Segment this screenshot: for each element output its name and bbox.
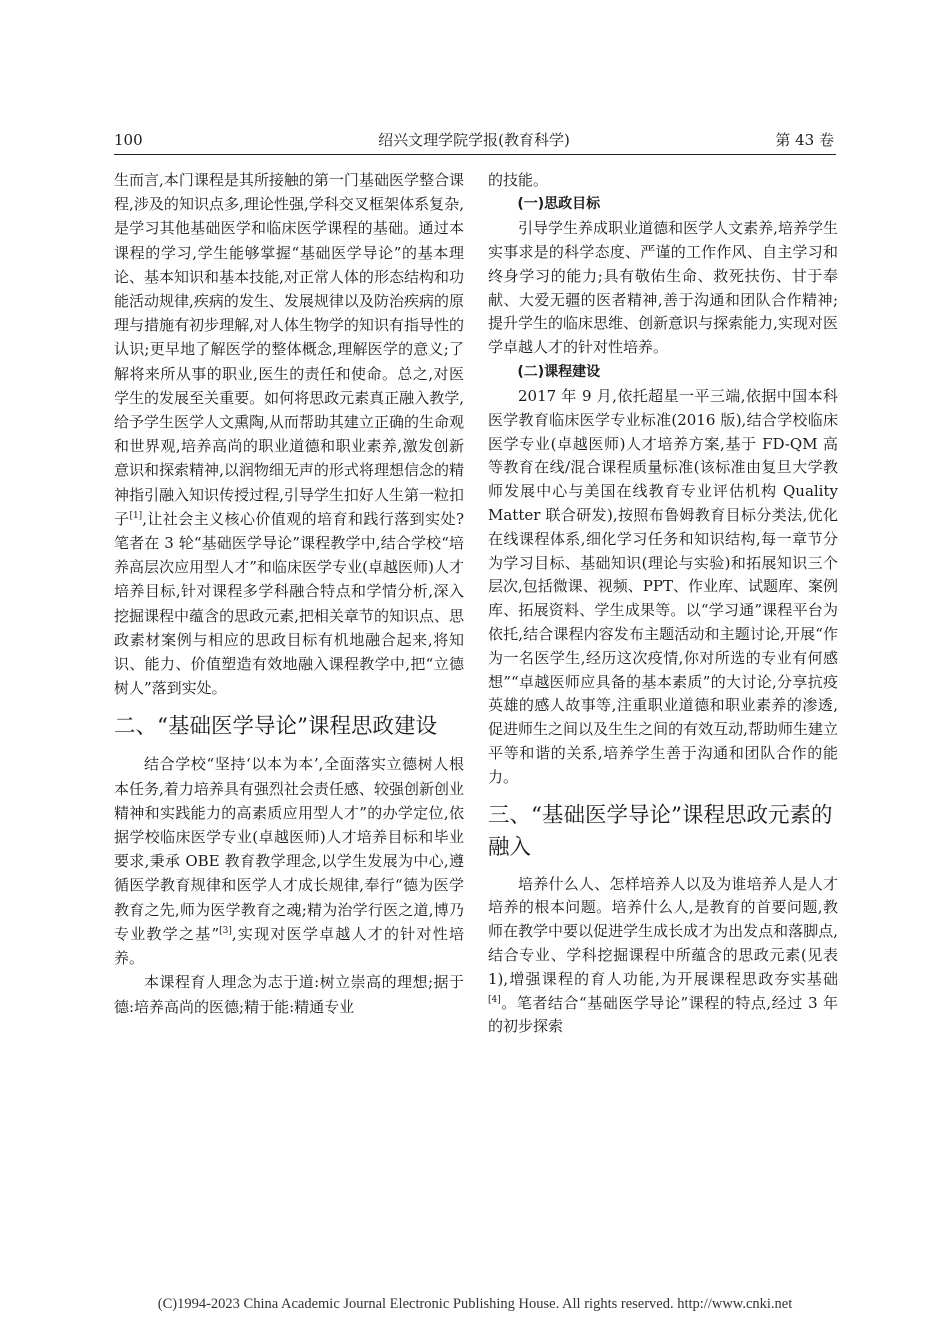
citation-ref[interactable]: [4]: [488, 994, 501, 1005]
volume-label: 第 43 卷: [775, 131, 834, 149]
section-heading: 二、“基础医学导论”课程思政建设: [114, 714, 437, 740]
paragraph-text: ,让社会主义核心价值观的培育和践行落到实处?笔者在 3 轮“基础医学导论”课程教学中,结合学校“培养高层次应用型人才”和临床医学专业(卓越医师)人才培养目标,针对课程多学科融合特点和学情分析,深入挖掘课程中蕴含的思政元素,把相关章节的知识点、思政素材案例与相应的思政目标有机地融合起来,将知识、能力、价值塑造有效地融入课程教学中,把“立德树人”落到实处。: [114, 509, 464, 698]
paragraph-text: 培养什么人、怎样培养人以及为谁培养人是人才培养的根本问题。培养什么人,是教育的首要问题,教师在教学中要以促进学生成长成才为出发点和落脚点,结合专业、学科挖掘课程中所蕴含的思政元素(见表 1),增强课程的育人功能,为开展课程思政夯实基础: [488, 874, 838, 988]
subsection-heading: (二)课程建设: [517, 363, 601, 380]
paragraph: 2017 年 9 月,依托超星一平三端,依据中国本科医学教育临床医学专业标准(2016 版),结合学校临床医学专业(卓越医师)人才培养方案,基于 FD-QM 高等教育在线/混合课程质量标准(该标准由复旦大学教师发展中心与美国在线教育专业评估机构 Quality Matter 联合研发),按照布鲁姆教育目标分类法,优化在线课程体系,细化学习任务和知识结构,每一章节分为学习目标、基础知识(理论与实验)和拓展知识三个层次,包括微课、视频、PPT、作业库、试题库、案例库、拓展资料、学生成果等。以“学习通”课程平台为依托,结合课程内容发布主题活动和主题讨论,开展“作为一名医学生,经历这次疫情,你对所选的专业有何感想”“卓越医师应具备的基本素质”的大讨论,分享抗疫英雄的感人故事等,注重职业道德和职业素养的渗透,促进师生之间以及生生之间的有效互动,帮助师生建立平等和谐的关系,培养学生善于沟通和团队合作的能力。: [488, 386, 838, 786]
paragraph: [488, 873, 838, 1040]
copyright-footer: (C)1994-2023 China Academic Journal Electronic Publishing House. All rights reserved. http://www.cnki.net: [157, 1296, 793, 1312]
running-header: [114, 129, 834, 155]
paragraph: 引导学生养成职业道德和医学人文素养,培养学生实事求是的科学态度、严谨的工作作风、自主学习和终身学习的能力;具有敬佑生命、救死扶伤、甘于奉献、大爱无疆的医者精神,善于沟通和团队合作精神;提升学生的临床思维、创新意识与探索能力,实现对医学卓越人才的针对性培养。: [488, 219, 838, 357]
citation-ref[interactable]: [3]: [219, 925, 232, 936]
paragraph: 本课程育人理念为志于道:树立崇高的理想;据于德:培养高尚的医德;精于能:精通专业: [114, 973, 464, 1016]
right-column: [488, 168, 838, 1039]
paragraph-text: ,实现对医学卓越人才的针对性培养。: [114, 924, 464, 968]
citation-ref[interactable]: [1]: [129, 510, 143, 521]
header-rule: [114, 154, 836, 155]
paragraph: [114, 752, 464, 970]
paragraph: 的技能。: [488, 171, 549, 189]
section-heading: 三、“基础医学导论”课程思政元素的融入: [488, 802, 833, 860]
paragraph-text: 结合学校“坚持‘以本为本’,全面落实立德树人根本任务,着力培养具有强烈社会责任感、较强创新创业精神和实践能力的高素质应用型人才”的办学定位,依据学校临床医学专业(卓越医师)人才培养目标和毕业要求,秉承 OBE 教育教学理念,以学生发展为中心,遵循医学教育规律和医学人才成长规律,奉行“德为医学教育之先,师为医学教育之魂;精为治学行医之道,博乃专业教学之基”: [114, 755, 464, 943]
paragraph-text: 生而言,本门课程是其所接触的第一门基础医学整合课程,涉及的知识点多,理论性强,学科交叉框架体系复杂,是学习其他基础医学和临床医学课程的基础。通过本课程的学习,学生能够掌握“基础医学导论”的基本理论、基本知识和基本技能,对正常人体的形态结构和功能活动规律,疾病的发生、发展规律以及防治疾病的原理与措施有初步理解,对人体生物学的知识有指导性的认识;更早地了解医学的整体概念,理解医学的意义;了解将来所从事的职业,医生的责任和使命。总之,对医学生的发展至关重要。如何将思政元素真正融入教学,给予学生医学人文熏陶,从而帮助其建立正确的生命观和世界观,培养高尚的职业道德和职业素养,激发创新意识和探索精神,以润物细无声的形式将理想信念的精神指引融入知识传授过程,引导学生扣好人生第一粒扣子: [114, 171, 464, 528]
paragraph-text: 。笔者结合“基础医学导论”课程的特点,经过 3 年的初步探索: [488, 993, 838, 1036]
page-number: 100: [114, 131, 143, 149]
paragraph: [114, 168, 464, 700]
journal-name: 绍兴文理学院学报(教育科学): [378, 131, 570, 149]
subsection-heading: (一)思政目标: [517, 196, 601, 213]
left-column: [114, 168, 464, 1019]
